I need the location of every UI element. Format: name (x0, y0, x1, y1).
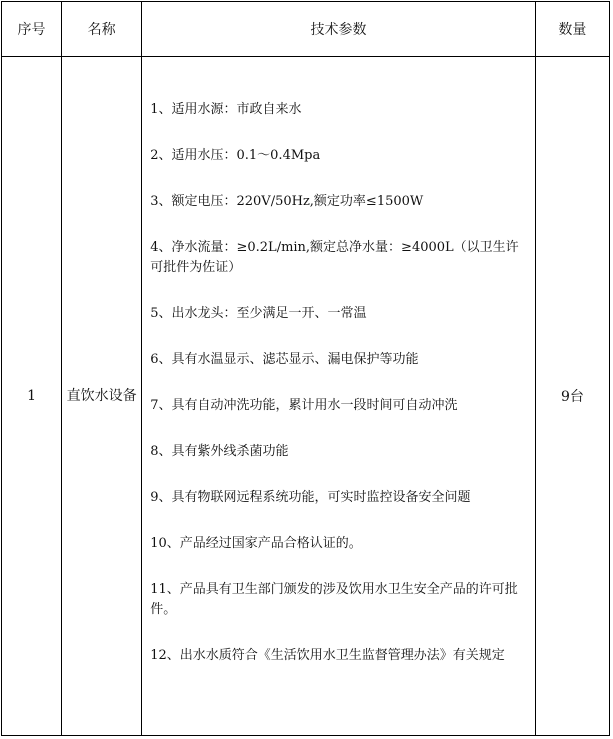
header-qty: 数量 (535, 2, 609, 57)
header-spec: 技术参数 (142, 2, 536, 57)
spec-item-4: 4、净水流量：≥0.2L/min,额定总净水量：≥4000L（以卫生许可批件为佐证） (150, 240, 519, 275)
table-row (2, 57, 610, 736)
spec-item-1: 1、适用水源：市政自来水 (150, 102, 302, 117)
spec-list (142, 57, 536, 736)
spec-item-10: 10、产品经过国家产品合格认证的。 (150, 536, 362, 551)
header-name: 名称 (62, 2, 142, 57)
spec-item-2: 2、适用水压：0.1～0.4Mpa (150, 148, 321, 163)
spec-item-11: 11、产品具有卫生部门颁发的涉及饮用水卫生安全产品的许可批件。 (150, 582, 518, 617)
spec-item-3: 3、额定电压：220V/50Hz,额定功率≤1500W (150, 194, 424, 209)
spec-item-6: 6、具有水温显示、滤芯显示、漏电保护等功能 (150, 352, 419, 367)
row-name-cell (62, 57, 142, 736)
spec-table (1, 1, 610, 736)
header-no: 序号 (2, 2, 62, 57)
header-row (2, 2, 610, 57)
row-name: 直饮水设备 (66, 388, 137, 404)
spec-item-12: 12、出水水质符合《生活饮用水卫生监督管理办法》有关规定 (150, 648, 505, 663)
row-no: 1 (2, 57, 62, 736)
spec-item-9: 9、具有物联网远程系统功能，可实时监控设备安全问题 (150, 490, 471, 505)
spec-item-5: 5、出水龙头：至少满足一开、一常温 (150, 306, 367, 321)
spec-item-7: 7、具有自动冲洗功能，累计用水一段时间可自动冲洗 (150, 398, 458, 413)
row-qty: 9台 (535, 57, 609, 736)
spec-item-8: 8、具有紫外线杀菌功能 (150, 444, 289, 459)
